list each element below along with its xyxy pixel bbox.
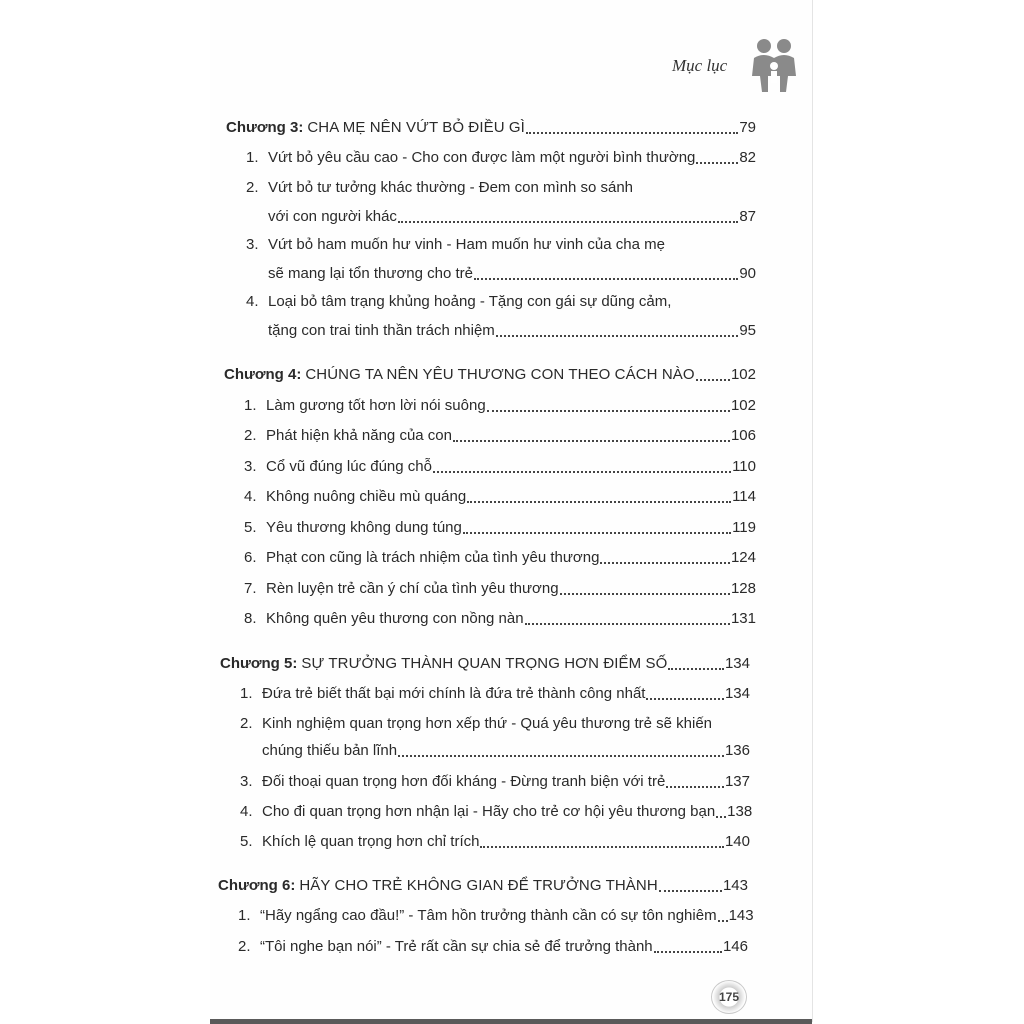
toc-entry-continuation[interactable]: [268, 319, 756, 341]
entry-title: Đứa trẻ biết thất bại mới chính là đứa trẻ thành công nhất: [262, 685, 646, 702]
page-number: 102: [730, 397, 756, 414]
dot-leader: [718, 919, 728, 922]
entry-title: Yêu thương không dung túng: [266, 519, 462, 536]
toc-entry[interactable]: [244, 516, 756, 538]
chapter-title: HÃY CHO TRẺ KHÔNG GIAN ĐỂ TRƯỞNG THÀNH: [299, 877, 658, 894]
dot-leader: [666, 785, 724, 788]
entry-title: Phạt con cũng là trách nhiệm của tình yêu thương: [266, 549, 600, 566]
chapter-label: Chương 3:: [226, 119, 304, 136]
entry-number: 4.: [240, 803, 253, 820]
entry-title: “Tôi nghe bạn nói” - Trẻ rất cần sự chia sẻ để trưởng thành: [260, 938, 653, 955]
entry-number: 7.: [244, 580, 257, 597]
dot-leader: [716, 815, 726, 818]
page-number: 79: [739, 119, 756, 136]
dot-leader: [560, 592, 730, 595]
entry-number: 4.: [244, 488, 257, 505]
entry-title: Vứt bỏ tư tưởng khác thường - Đem con mình so sánh: [268, 179, 634, 196]
toc-entry[interactable]: [244, 424, 756, 446]
header-title: Mục lục: [672, 56, 728, 75]
toc-entry[interactable]: [244, 546, 756, 568]
page-number: 146: [722, 938, 748, 955]
toc-entry[interactable]: [240, 770, 750, 792]
page-number: 140: [724, 833, 750, 850]
dot-leader: [398, 754, 724, 757]
dot-leader: [525, 622, 730, 625]
entry-title: Khích lệ quan trọng hơn chỉ trích: [262, 833, 480, 850]
dot-leader: [496, 334, 739, 337]
entry-title: Loại bỏ tâm trạng khủng hoảng - Tặng con gái sự dũng cảm,: [268, 293, 672, 310]
chapter-heading[interactable]: [218, 874, 748, 896]
dot-leader: [526, 131, 738, 134]
entry-number: 1.: [244, 397, 257, 414]
dot-leader: [474, 277, 738, 280]
page-number: 124: [730, 549, 756, 566]
entry-title: Làm gương tốt hơn lời nói suông: [266, 397, 486, 414]
toc-entry[interactable]: [246, 176, 756, 198]
toc-entry[interactable]: [240, 800, 753, 822]
dot-leader: [659, 889, 722, 892]
entry-number: 1.: [246, 149, 259, 166]
toc-entry[interactable]: [244, 455, 756, 477]
toc-entry[interactable]: [238, 904, 754, 926]
dot-leader: [467, 500, 731, 503]
entry-number: 4.: [246, 293, 259, 310]
entry-number: 5.: [240, 833, 253, 850]
page-number: 143: [728, 907, 754, 924]
page-number: 106: [730, 427, 756, 444]
page-number: 102: [730, 366, 756, 383]
toc-entry[interactable]: [244, 485, 756, 507]
chapter-title: CHA MẸ NÊN VỨT BỎ ĐIỀU GÌ: [307, 119, 525, 136]
entry-number: 3.: [244, 458, 257, 475]
page-number: 136: [724, 742, 750, 759]
entry-number: 6.: [244, 549, 257, 566]
toc-entry-continuation[interactable]: [268, 262, 756, 284]
entry-title: Không quên yêu thương con nồng nàn: [266, 610, 524, 627]
entry-title: Phát hiện khả năng của con: [266, 427, 452, 444]
entry-title: Cổ vũ đúng lúc đúng chỗ: [266, 458, 432, 475]
chapter-title: CHÚNG TA NÊN YÊU THƯƠNG CON THEO CÁCH NÀO: [305, 366, 695, 383]
entry-number: 3.: [240, 773, 253, 790]
dot-leader: [600, 561, 730, 564]
entry-number: 1.: [238, 907, 251, 924]
page-number: 114: [732, 488, 756, 505]
entry-number: 5.: [244, 519, 257, 536]
dot-leader: [646, 697, 723, 700]
chapter-heading[interactable]: [226, 116, 756, 138]
dot-leader: [398, 220, 738, 223]
entry-number: 3.: [246, 236, 259, 253]
dot-leader: [654, 950, 722, 953]
toc-entry[interactable]: [240, 682, 750, 704]
page-number: 95: [739, 322, 756, 339]
dot-leader: [487, 409, 730, 412]
entry-title: Cho đi quan trọng hơn nhận lại - Hãy cho trẻ cơ hội yêu thương bạn: [262, 803, 716, 820]
page-number: 134: [724, 655, 750, 672]
dot-leader: [696, 161, 738, 164]
chapter-label: Chương 6:: [218, 877, 296, 894]
page-number-badge: 175: [711, 980, 747, 1014]
toc-entry[interactable]: [246, 290, 756, 312]
dot-leader: [453, 439, 730, 442]
page-number: 90: [739, 265, 756, 282]
entry-number: 1.: [240, 685, 253, 702]
dot-leader: [480, 845, 724, 848]
page-number: 138: [727, 803, 753, 820]
entry-number: 2.: [240, 715, 253, 732]
entry-title: Đối thoại quan trọng hơn đối kháng - Đừng tranh biện với trẻ: [262, 773, 666, 790]
toc-entry[interactable]: [240, 830, 750, 852]
entry-title: Không nuông chiều mù quáng: [266, 488, 467, 505]
entry-title-continued: sẽ mang lại tổn thương cho trẻ: [268, 265, 473, 282]
page-number: 119: [732, 519, 756, 536]
toc-entry[interactable]: [238, 935, 748, 957]
toc-entry[interactable]: [246, 233, 756, 255]
chapter-title: SỰ TRƯỞNG THÀNH QUAN TRỌNG HƠN ĐIỂM SỐ: [301, 655, 668, 672]
chapter-heading[interactable]: [224, 363, 756, 385]
page-number: 110: [732, 458, 756, 475]
toc-entry-continuation[interactable]: [262, 739, 750, 761]
page-number: 128: [730, 580, 756, 597]
dot-leader: [668, 667, 724, 670]
toc-entry[interactable]: [240, 712, 750, 734]
page-number: 82: [739, 149, 756, 166]
entry-title-continued: với con người khác: [268, 208, 397, 225]
toc-entry[interactable]: [246, 146, 756, 168]
page-number: 143: [722, 877, 748, 894]
dot-leader: [696, 378, 730, 381]
entry-title: “Hãy ngẩng cao đầu!” - Tâm hồn trưởng thành cần có sự tôn nghiêm: [260, 907, 717, 924]
page-number: 87: [739, 208, 756, 225]
entry-title-continued: chúng thiếu bản lĩnh: [262, 742, 398, 759]
dot-leader: [433, 470, 731, 473]
toc-entry[interactable]: [244, 607, 756, 629]
entry-title: Vứt bỏ ham muốn hư vinh - Ham muốn hư vinh của cha mẹ: [268, 236, 665, 253]
page-number: 131: [730, 610, 756, 627]
chapter-label: Chương 4:: [224, 366, 302, 383]
entry-number: 2.: [244, 427, 257, 444]
entry-title: Vứt bỏ yêu cầu cao - Cho con được làm một người bình thường: [268, 149, 696, 166]
dot-leader: [463, 531, 731, 534]
entry-number: 2.: [246, 179, 259, 196]
toc-entry[interactable]: [244, 577, 756, 599]
entry-title-continued: tặng con trai tinh thần trách nhiệm: [268, 322, 495, 339]
chapter-label: Chương 5:: [220, 655, 298, 672]
toc-entry[interactable]: [244, 394, 756, 416]
chapter-heading[interactable]: [220, 652, 750, 674]
entry-title: Rèn luyện trẻ cần ý chí của tình yêu thương: [266, 580, 559, 597]
entry-number: 2.: [238, 938, 251, 955]
entry-number: 8.: [244, 610, 257, 627]
entry-title: Kinh nghiệm quan trọng hơn xếp thứ - Quá yêu thương trẻ sẽ khiến: [262, 715, 713, 732]
page-number: 134: [724, 685, 750, 702]
toc-entry-continuation[interactable]: [268, 205, 756, 227]
page-number: 137: [724, 773, 750, 790]
